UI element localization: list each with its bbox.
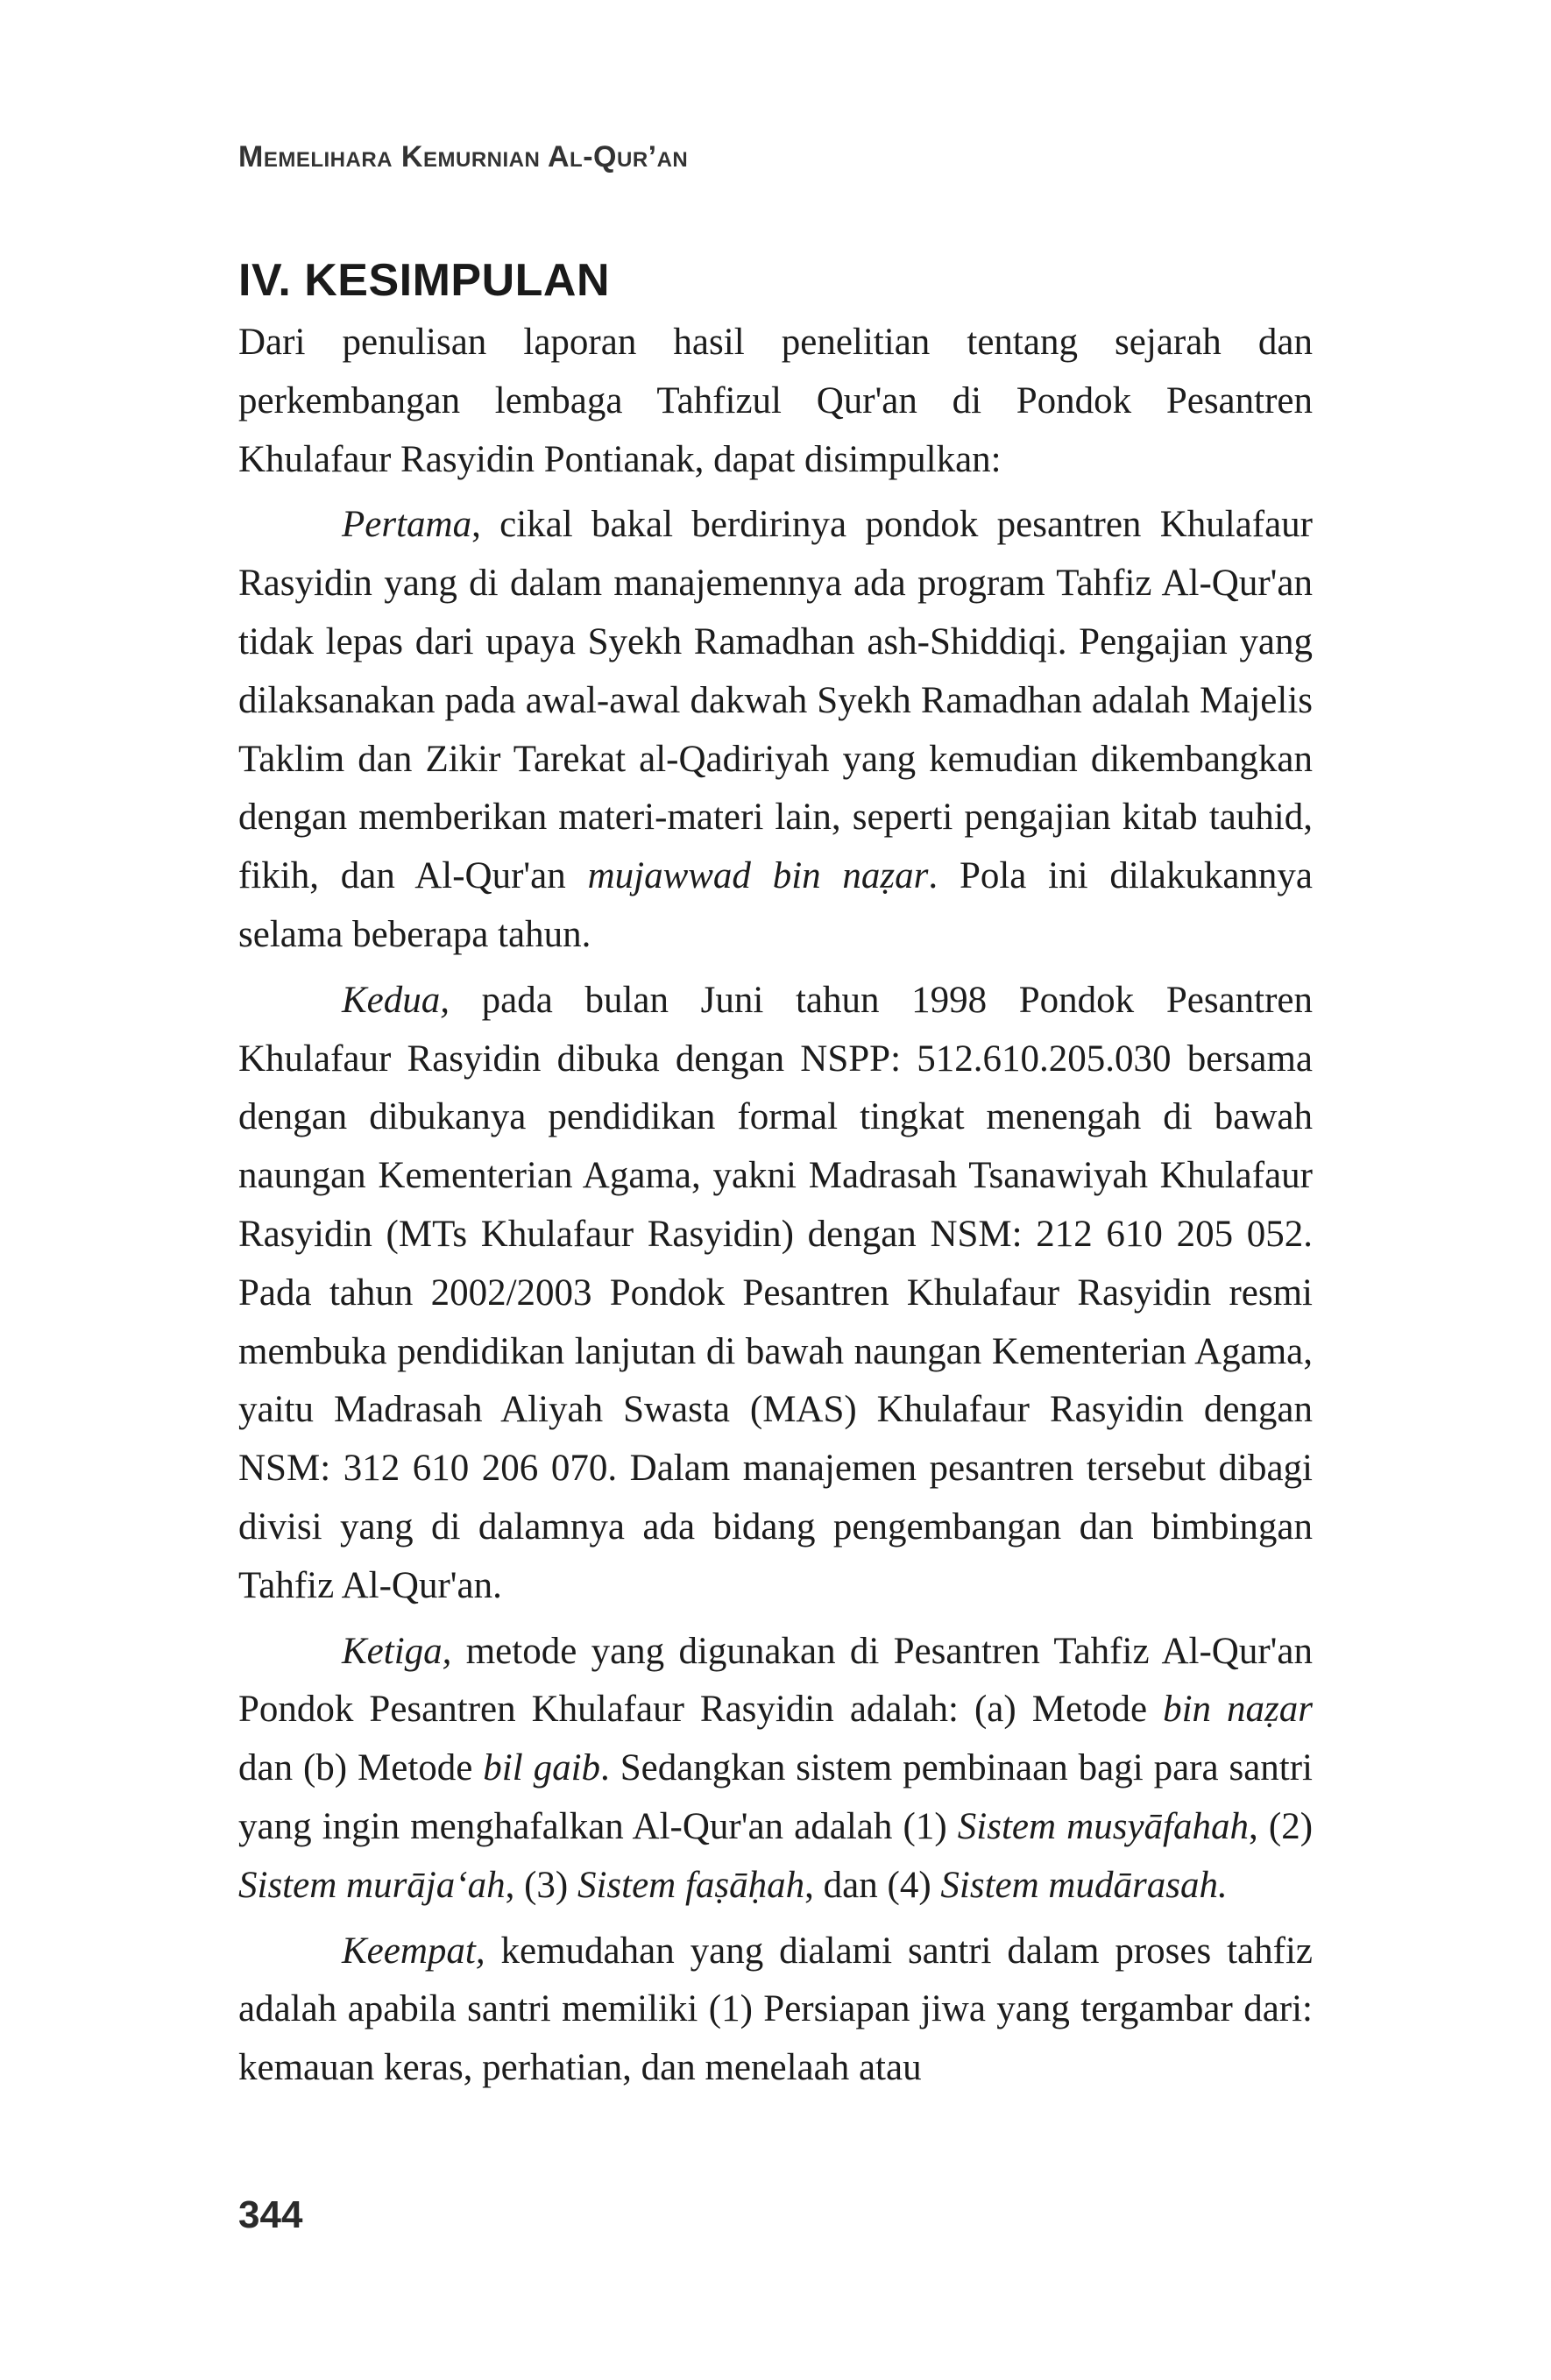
lead-word: Pertama: [342, 504, 472, 546]
italic-term: Sistem mudārasah.: [940, 1864, 1228, 1906]
paragraph-text: kemudahan yang dialami santri dalam proses tahfiz adalah apabila santri memiliki (1) Persiapan jiwa yang tergambar dari: kemauan keras, perhatian, dan menelaah atau: [238, 1930, 1313, 2089]
italic-term: bin naẓar: [1163, 1689, 1314, 1731]
page-body: [238, 254, 1313, 2098]
section-title: IV. KESIMPULAN: [238, 255, 611, 306]
paragraph-text: pada bulan Juni tahun 1998 Pondok Pesantren Khulafaur Rasyidin dibuka dengan NSPP: 512.610.205.030 bersama dengan dibukanya pendidikan formal tingkat menengah di bawah naungan Kementerian Agama, yakni Madrasah Tsanawiyah Khulafaur Rasyidin (MTs Khulafaur Rasyidin) dengan NSM: 212 610 205 052. Pada tahun 2002/2003 Pondok Pesantren Khulafaur Rasyidin resmi membuka pendidikan lanjutan di bawah naungan Kementerian Agama, yaitu Madrasah Aliyah Swasta (MAS) Khulafaur Rasyidin dengan NSM: 312 610 206 070. Dalam manajemen pesantren tersebut dibagi divisi yang di dalamnya ada bidang pengembangan dan bimbingan Tahfiz Al-Qur'an.: [238, 979, 1313, 1606]
paragraph-keempat: [238, 1923, 1313, 2098]
lead-word: Ketiga,: [342, 1630, 452, 1672]
paragraph-text: dan (b) Metode: [238, 1747, 484, 1789]
italic-term: Sistem faṣāḥah: [577, 1864, 805, 1906]
paragraph-text: , cikal bakal berdirinya pondok pesantren Khulafaur Rasyidin yang di dalam manajemennya ada program Tahfiz Al-Qur'an tidak lepas dari upaya Syekh Ramadhan ash-Shiddiqi. Pengajian yang dilaksanakan pada awal-awal dakwah Syekh Ramadhan adalah Majelis Taklim dan Zikir Tarekat al-Qadiriyah yang kemudian dikembangkan dengan memberikan materi-materi lain, seperti pengajian kitab tauhid, fikih, dan Al-Qur'an: [238, 504, 1313, 897]
italic-term: bil gaib: [483, 1747, 601, 1789]
paragraph-pertama: [238, 496, 1313, 964]
italic-term: Sistem murāja‘ah: [238, 1864, 506, 1906]
running-head: Memelihara Kemurnian Al-Qur’an: [238, 140, 689, 174]
intro-paragraph: Dari penulisan laporan hasil penelitian tentang sejarah dan perkembangan lembaga Tahfizul Qur'an di Pondok Pesantren Khulafaur Rasyidin Pontianak, dapat disimpulkan:: [238, 322, 1313, 480]
paragraph-kedua: [238, 972, 1313, 1616]
paragraph-text: , (2): [1249, 1805, 1314, 1847]
paragraph-text: . Sedangkan sistem pembinaan bagi para santri yang ingin menghafalkan Al-Qur'an adalah (1): [238, 1747, 1313, 1847]
page-number: 344: [238, 2193, 303, 2236]
paragraph-text: , dan (4): [804, 1864, 941, 1906]
paragraph-text: metode yang digunakan di Pesantren Tahfiz Al-Qur'an Pondok Pesantren Khulafaur Rasyidin adalah: (a) Metode: [238, 1630, 1313, 1731]
paragraph-ketiga: [238, 1623, 1313, 1916]
paragraph-text: . Pola ini dilakukannya selama beberapa tahun.: [238, 855, 1313, 955]
italic-term: mujawwad bin naẓar: [587, 855, 929, 897]
italic-term: Sistem musyāfahah: [957, 1805, 1249, 1847]
paragraph-text: , (3): [505, 1864, 577, 1906]
lead-word: Kedua,: [342, 979, 450, 1021]
lead-word: Keempat,: [342, 1930, 485, 1972]
